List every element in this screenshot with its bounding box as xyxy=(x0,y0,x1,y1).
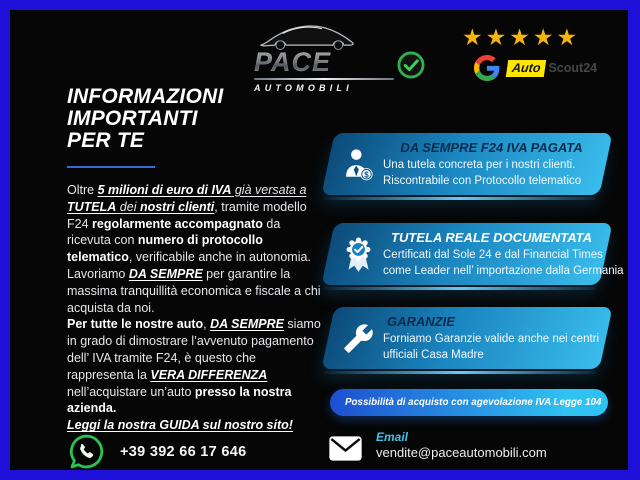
email-label: Email xyxy=(376,430,409,444)
panel-line: ufficiali Casa Madre xyxy=(383,348,484,361)
info-paragraph: Oltre 5 milioni di euro di IVA già versata a TUTELA dei nostri clienti, tramite modello F24 regolarmente accompagnato da ricevuta con numero di protocollo telematico, verificabile anche in autonomia. Lavoriamo DA SEMPRE per garantire la massima tranquillità economica e fiscale a chi acquista da noi. Per tutte le nostre auto, DA SEMPRE siamo in grado di dimostrare l’avvenuto pagamento dell’ IVA tramite F24, è questo che rappresenta la VERA DIFFERENZA nell’acquistare un’auto presso la nostra azienda. Leggi la nostra GUIDA sul nostro sito! xyxy=(67,183,321,433)
panel-garanzie xyxy=(321,307,612,369)
legge-104-text: Possibilità di acquisto con agevolazione IVA Legge 104 xyxy=(345,397,602,408)
rating-block xyxy=(462,24,612,81)
panel-line: Forniamo Garanzie valide anche nei centri xyxy=(383,332,600,345)
page-title-line-1: INFORMAZIONI xyxy=(67,85,224,108)
whatsapp-contact[interactable] xyxy=(66,431,246,470)
panel-line: Riscontrabile con Protocollo telematico xyxy=(383,174,582,187)
title-accent-line xyxy=(67,166,155,168)
pace-automobili-logo xyxy=(254,20,394,93)
panel-line: Una tutela concreta per i nostri clienti. xyxy=(383,158,576,171)
wrench-icon xyxy=(340,323,376,354)
legge-104-badge xyxy=(330,389,608,416)
autoscout24-logo xyxy=(507,60,597,77)
panel-line: come Leader nell’ importazione dalla Germania xyxy=(383,264,624,277)
google-logo-icon xyxy=(474,55,500,81)
email-contact[interactable] xyxy=(328,430,547,462)
panel-tutela-documentata xyxy=(321,223,624,285)
info-column xyxy=(67,86,321,434)
page-title xyxy=(67,86,321,152)
businessman-money-icon xyxy=(340,146,376,182)
brand-subtitle: AUTOMOBILI xyxy=(254,83,353,93)
green-check-icon xyxy=(396,50,426,80)
autoscout24-scout-label: Scout24 xyxy=(548,61,598,75)
svg-text:$: $ xyxy=(364,170,369,180)
five-star-rating: ★★★★★ xyxy=(462,24,581,50)
flyer-background xyxy=(10,10,628,470)
certified-badge-icon xyxy=(340,236,376,273)
page-title-line-2: IMPORTANTI xyxy=(67,107,198,130)
panel-title: TUTELA REALE DOCUMENTATA xyxy=(391,229,592,245)
brand-name: PACE xyxy=(254,47,394,78)
panel-iva-pagata xyxy=(321,133,612,195)
page-title-line-3: PER TE xyxy=(67,129,145,152)
email-envelope-icon xyxy=(328,435,363,462)
logo-divider xyxy=(254,78,394,80)
panel-title: DA SEMPRE F24 IVA PAGATA xyxy=(400,139,583,155)
panel-title: GARANZIE xyxy=(387,313,455,329)
email-address[interactable]: vendite@paceautomobili.com xyxy=(376,445,547,460)
whatsapp-icon xyxy=(66,431,107,470)
autoscout24-auto-label: Auto xyxy=(506,60,547,77)
phone-number[interactable]: +39 392 66 17 646 xyxy=(120,443,247,460)
panel-line: Certificati dal Sole 24 e dal Financial Times xyxy=(383,248,603,261)
